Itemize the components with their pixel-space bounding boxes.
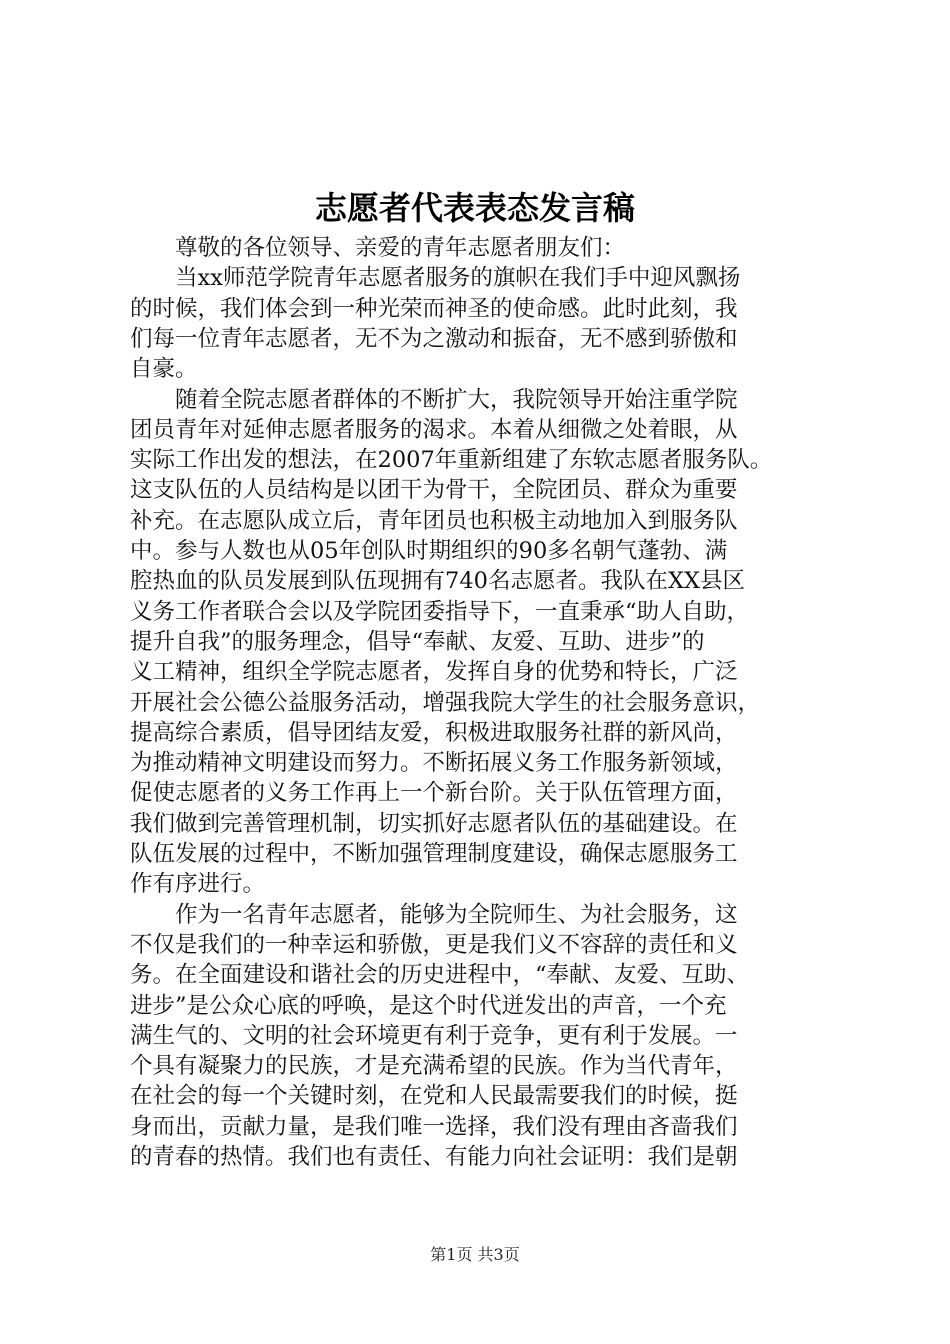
text-line: 作为一名青年志愿者，能够为全院师生、为社会服务，这 [130, 901, 738, 928]
text-line: 自豪。 [130, 356, 198, 383]
document-title: 志愿者代表表态发言稿 [314, 189, 635, 227]
text-line: 促使志愿者的义务工作再上一个新台阶。关于队伍管理方面， [130, 780, 738, 807]
text-line: 实际工作出发的想法，在2007年重新组建了东软志愿者服务队。 [130, 447, 773, 474]
text-line: 义务工作者联合会以及学院团委指导下，一直秉承“助人自助， [130, 598, 750, 625]
text-line: 义工精神，组织全学院志愿者，发挥自身的优势和特长，广泛 [130, 659, 738, 686]
text-line: 我们做到完善管理机制，切实抓好志愿者队伍的基础建设。在 [130, 810, 738, 837]
text-line: 的青春的热情。我们也有责任、有能力向社会证明：我们是朝 [130, 1144, 738, 1170]
text-line: 开展社会公德公益服务活动，增强我院大学生的社会服务意识， [130, 689, 761, 716]
text-line: 提升自我”的服务理念，倡导“奉献、友爱、互助、进步”的 [130, 628, 705, 655]
text-line: 中。参与人数也从05年创队时期组织的90多名朝气蓬勃、满 [130, 538, 728, 564]
text-line: 满生气的、文明的社会环境更有利于竞争，更有利于发展。一 [130, 1022, 738, 1049]
text-line: 个具有凝聚力的民族，才是充满希望的民族。作为当代青年， [130, 1053, 738, 1080]
text-line: 随着全院志愿者群体的不断扩大，我院领导开始注重学院 [130, 386, 738, 413]
text-line: 当xx师范学院青年志愿者服务的旗帜在我们手中迎风飘扬 [130, 265, 741, 292]
text-line: 提高综合素质，倡导团结友爱，积极进取服务社群的新风尚， [130, 719, 738, 746]
text-line: 这支队伍的人员结构是以团干为骨干，全院团员、群众为重要 [130, 477, 738, 504]
text-line: 务。在全面建设和谐社会的历史进程中，“奉献、友爱、互助、 [130, 962, 750, 989]
text-line: 的时候，我们体会到一种光荣而神圣的使命感。此时此刻，我 [130, 295, 738, 322]
text-line: 尊敬的各位领导、亲爱的青年志愿者朋友们： [130, 235, 626, 261]
text-line: 作有序进行。 [130, 871, 266, 898]
page-footer: 第1页 共3页 [430, 1245, 520, 1264]
text-line: 不仅是我们的一种幸运和骄傲，更是我们义不容辞的责任和义 [130, 931, 738, 958]
text-line: 队伍发展的过程中，不断加强管理制度建设，确保志愿服务工 [130, 841, 738, 867]
text-line: 们每一位青年志愿者，无不为之激动和振奋，无不感到骄傲和 [130, 325, 738, 352]
text-line: 在社会的每一个关键时刻，在党和人民最需要我们的时候，挺 [130, 1083, 738, 1110]
text-line: 腔热血的队员发展到队伍现拥有740名志愿者。我队在XX县区 [130, 568, 745, 595]
text-line: 团员青年对延伸志愿者服务的渴求。本着从细微之处着眼，从 [130, 416, 738, 443]
text-line: 身而出，贡献力量，是我们唯一选择，我们没有理由吝啬我们 [130, 1113, 738, 1140]
text-line: 为推动精神文明建设而努力。不断拓展义务工作服务新领域， [130, 750, 738, 777]
text-line: 补充。在志愿队成立后，青年团员也积极主动地加入到服务队 [130, 507, 738, 534]
text-line: 进步”是公众心底的呼唤，是这个时代迸发出的声音，一个充 [130, 992, 727, 1019]
